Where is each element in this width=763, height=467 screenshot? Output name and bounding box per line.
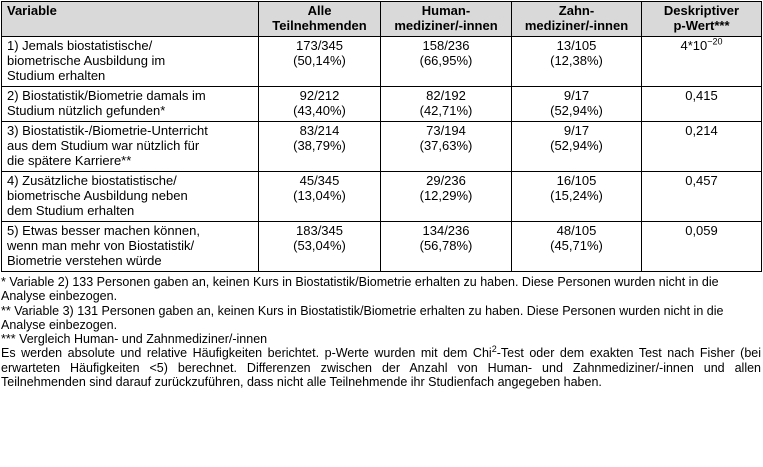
cell-count: 29/236 (426, 173, 466, 188)
row-label (2, 122, 259, 172)
cell-p-value (642, 37, 762, 87)
p-value: 0,059 (685, 223, 718, 238)
cell-count: 45/345 (299, 173, 340, 188)
cell-count: 83/214 (299, 123, 340, 138)
row-label-line: aus dem Studium war nützlich für (7, 138, 200, 153)
cell-human (381, 222, 512, 272)
cell-all (259, 222, 381, 272)
cell-dental (512, 222, 642, 272)
cell-percent: (42,71%) (419, 103, 473, 118)
cell-p-value (642, 122, 762, 172)
header-human-line2: mediziner/-innen (394, 18, 498, 33)
results-table-container (1, 1, 761, 389)
cell-p-value (642, 222, 762, 272)
cell-human (381, 172, 512, 222)
row-label-line: biometrische Ausbildung neben (7, 188, 188, 203)
cell-all (259, 37, 381, 87)
cell-percent: (50,14%) (293, 53, 346, 68)
cell-count: 173/345 (296, 38, 343, 53)
cell-percent: (12,29%) (419, 188, 473, 203)
cell-dental (512, 122, 642, 172)
row-label-line: die spätere Karriere** (7, 153, 132, 168)
p-value: 0,415 (685, 88, 718, 103)
row-label-line: 2) Biostatistik/Biometrie damals im (7, 88, 206, 103)
cell-dental (512, 172, 642, 222)
cell-human (381, 87, 512, 122)
header-all-line2: Teilnehmenden (272, 18, 367, 33)
cell-count: 183/345 (296, 223, 343, 238)
cell-percent: (52,94%) (550, 138, 603, 153)
cell-all (259, 172, 381, 222)
cell-human (381, 122, 512, 172)
footnote-methods-part1: Es werden absolute und relative Häufigkeiten berichtet. p-Werte wurden mit dem Chi (1, 346, 492, 361)
cell-dental (512, 87, 642, 122)
footnote-methods-superscript: 2 (491, 344, 497, 355)
cell-count: 92/212 (299, 88, 340, 103)
row-label-line: biometrische Ausbildung im (7, 53, 166, 68)
header-row (2, 2, 762, 37)
row-label-line: 3) Biostatistik-/Biometrie-Unterricht (7, 123, 208, 138)
row-label-line: 1) Jemals biostatistische/ (7, 38, 153, 53)
table-row (2, 37, 762, 87)
header-dental-medicine (512, 2, 642, 37)
cell-count: 9/17 (563, 123, 590, 138)
results-table (1, 1, 762, 272)
footnote-2: ** Variable 3) 131 Personen gaben an, keinen Kurs in Biostatistik/Biometrie erhalten zu haben. Diese Personen wurden nicht in die Analyse einbezogen. (1, 303, 724, 332)
footnote-1: * Variable 2) 133 Personen gaben an, keinen Kurs in Biostatistik/Biometrie erhalten zu haben. Diese Personen wurden nicht in die Analyse einbezogen. (1, 275, 719, 304)
row-label-line: Biometrie verstehen würde (7, 253, 162, 268)
header-human-medicine (381, 2, 512, 37)
footnote-methods (1, 346, 761, 389)
p-value-exponent: −20 (707, 36, 723, 47)
row-label (2, 172, 259, 222)
table-row (2, 172, 762, 222)
cell-percent: (37,63%) (419, 138, 473, 153)
p-value: 0,214 (685, 123, 718, 138)
cell-count: 158/236 (422, 38, 470, 53)
cell-percent: (45,71%) (550, 238, 603, 253)
cell-percent: (15,24%) (550, 188, 603, 203)
cell-percent: (43,40%) (293, 103, 346, 118)
header-all-participants (259, 2, 381, 37)
header-human-line1: Human- (421, 3, 471, 18)
header-p-line2: p-Wert*** (673, 18, 730, 33)
row-label-line: 4) Zusätzliche biostatistische/ (7, 173, 177, 188)
table-footnotes (1, 275, 761, 389)
cell-count: 82/192 (426, 88, 466, 103)
cell-count: 48/105 (556, 223, 597, 238)
cell-count: 13/105 (556, 38, 597, 53)
row-label-line: Studium nützlich gefunden* (7, 103, 166, 118)
cell-p-value (642, 172, 762, 222)
cell-percent: (53,04%) (293, 238, 346, 253)
row-label-line: 5) Etwas besser machen können, (7, 223, 200, 238)
cell-count: 134/236 (422, 223, 470, 238)
row-label (2, 87, 259, 122)
cell-percent: (38,79%) (293, 138, 346, 153)
cell-percent: (66,95%) (419, 53, 473, 68)
cell-percent: (52,94%) (550, 103, 603, 118)
header-dental-line1: Zahn- (558, 3, 595, 18)
cell-percent: (56,78%) (419, 238, 473, 253)
p-value: 0,457 (685, 173, 718, 188)
cell-percent: (12,38%) (550, 53, 603, 68)
p-value-base: 4*10 (680, 38, 708, 53)
cell-count: 16/105 (556, 173, 597, 188)
table-row (2, 222, 762, 272)
cell-p-value (642, 87, 762, 122)
footnote-3: *** Vergleich Human- und Zahnmediziner/-innen (1, 332, 268, 347)
row-label-line: wenn man mehr von Biostatistik/ (7, 238, 195, 253)
cell-count: 9/17 (563, 88, 590, 103)
row-label-line: dem Studium erhalten (7, 203, 135, 218)
row-label-line: Studium erhalten (7, 68, 106, 83)
cell-dental (512, 37, 642, 87)
header-variable: Variable (2, 2, 259, 37)
table-row (2, 122, 762, 172)
header-p-value (642, 2, 762, 37)
header-p-line1: Deskriptiver (663, 3, 740, 18)
cell-all (259, 87, 381, 122)
row-label (2, 37, 259, 87)
cell-all (259, 122, 381, 172)
cell-human (381, 37, 512, 87)
row-label (2, 222, 259, 272)
header-all-line1: Alle (307, 3, 332, 18)
footnote-methods-part2: -Test oder dem exakten Test nach Fisher (bei erwarteten Häufigkeiten <5) berechnet. Differenzen zwischen der Anzahl von Human- und Zahnmediziner/-innen und allen Teilnehmenden sind darauf zurückzuführen, dass nicht alle Teilnehmende ihr Studienfach angegeben haben. (1, 346, 762, 390)
table-row (2, 87, 762, 122)
header-dental-line2: mediziner/-innen (524, 18, 629, 33)
cell-percent: (13,04%) (293, 188, 346, 203)
cell-count: 73/194 (426, 123, 466, 138)
